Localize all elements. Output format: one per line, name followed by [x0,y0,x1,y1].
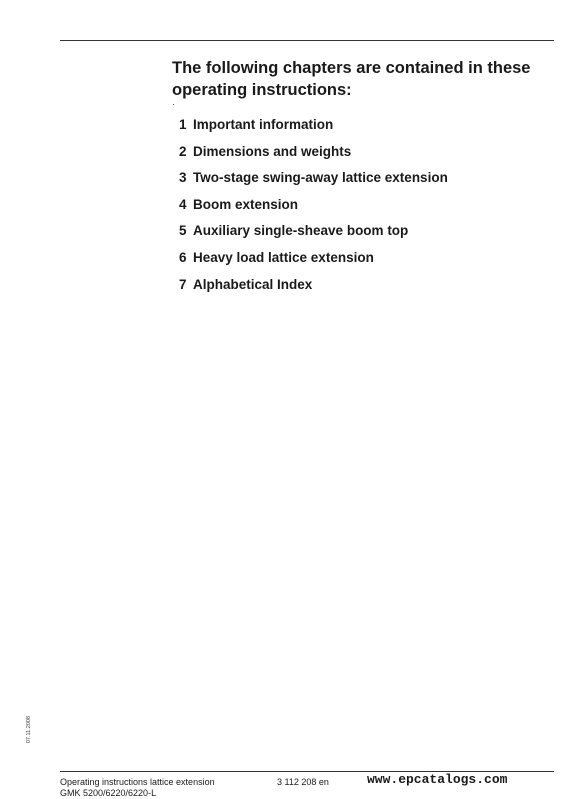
chapter-number: 7 [179,276,187,292]
chapter-title: Alphabetical Index [193,276,313,292]
chapter-title: Auxiliary single-sheave boom top [193,223,409,239]
footer-model: GMK 5200/6220/6220-L [60,788,157,798]
chapter-number: 5 [179,223,187,239]
chapter-item [179,223,448,250]
side-date-text: 07.11.2008 [26,716,32,744]
chapter-title: Heavy load lattice extension [193,249,374,265]
chapter-title: Important information [193,117,334,132]
page-heading: The following chapters are contained in these operating instructions: [172,59,531,99]
chapter-item [179,277,448,304]
stray-dot [173,104,174,105]
chapter-item [179,144,448,171]
chapter-item [179,170,448,197]
chapter-number: 6 [179,249,187,265]
chapter-number: 4 [179,196,187,212]
chapter-title: Two-stage swing-away lattice extension [193,170,448,186]
chapter-title: Boom extension [193,196,299,212]
chapter-number: 1 [179,117,187,132]
chapter-number: 2 [179,143,187,159]
chapter-item [179,197,448,224]
footer-doc-number: 3 112 208 en [277,777,329,787]
header-rule [60,40,554,41]
chapter-title: Dimensions and weights [193,143,352,159]
side-date [26,716,34,752]
footer-url-link[interactable]: www.epcatalogs.com [367,772,508,787]
chapter-number: 3 [179,170,187,186]
chapter-list [179,117,448,303]
chapter-item [179,250,448,277]
chapter-item [179,117,448,144]
footer-title: Operating instructions lattice extension [60,777,215,787]
